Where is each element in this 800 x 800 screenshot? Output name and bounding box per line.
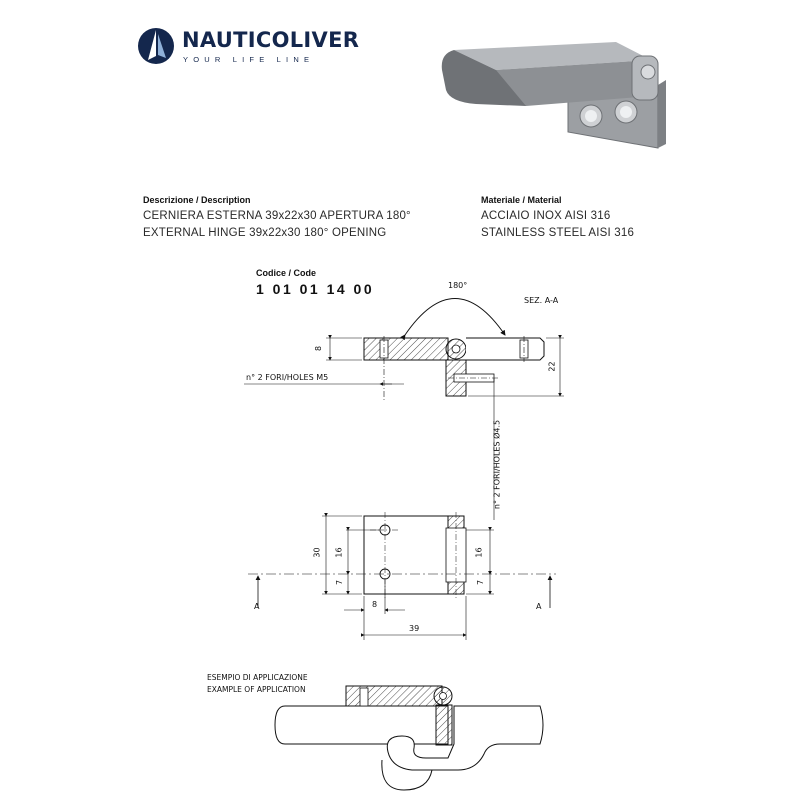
- application-example: [275, 686, 543, 790]
- front-view: [248, 512, 556, 640]
- dim-left-16: 16: [334, 547, 344, 558]
- description-title: Descrizione / Description: [143, 195, 251, 205]
- material-title: Materiale / Material: [481, 195, 562, 205]
- section-label: SEZ. A-A: [524, 296, 559, 305]
- dim-right-16: 16: [474, 547, 484, 558]
- dim-height-30: 30: [312, 547, 322, 558]
- holes-diameter-label: n° 2 FORI/HOLES Ø4.5: [492, 419, 502, 510]
- dim-left-7: 7: [335, 579, 345, 586]
- dim-hole-offset-8: 8: [372, 600, 378, 609]
- application-english: EXAMPLE OF APPLICATION: [207, 685, 306, 694]
- brand-name: NAUTICOLIVER: [182, 28, 360, 52]
- code-title: Codice / Code: [256, 268, 317, 278]
- description-italian: CERNIERA ESTERNA 39x22x30 APERTURA 180°: [143, 210, 411, 222]
- brand-tagline: YOUR LIFE LINE: [183, 55, 315, 64]
- dim-thickness-8: 8: [314, 345, 324, 352]
- application-italian: ESEMPIO DI APPLICAZIONE: [207, 673, 308, 682]
- material-italian: ACCIAIO INOX AISI 316: [481, 210, 611, 222]
- dim-width-39: 39: [409, 624, 420, 633]
- material-english: STAINLESS STEEL AISI 316: [481, 227, 635, 239]
- angle-label: 180°: [448, 281, 468, 290]
- section-marker-right: A: [536, 602, 542, 611]
- section-view: [244, 299, 564, 521]
- section-marker-left: A: [254, 602, 260, 611]
- code-value: 1 01 01 14 00: [256, 281, 375, 297]
- dim-right-7: 7: [476, 579, 486, 586]
- holes-m5-label: n° 2 FORI/HOLES M5: [246, 373, 329, 382]
- description-english: EXTERNAL HINGE 39x22x30 180° OPENING: [143, 227, 387, 239]
- dim-height-22: 22: [547, 361, 557, 372]
